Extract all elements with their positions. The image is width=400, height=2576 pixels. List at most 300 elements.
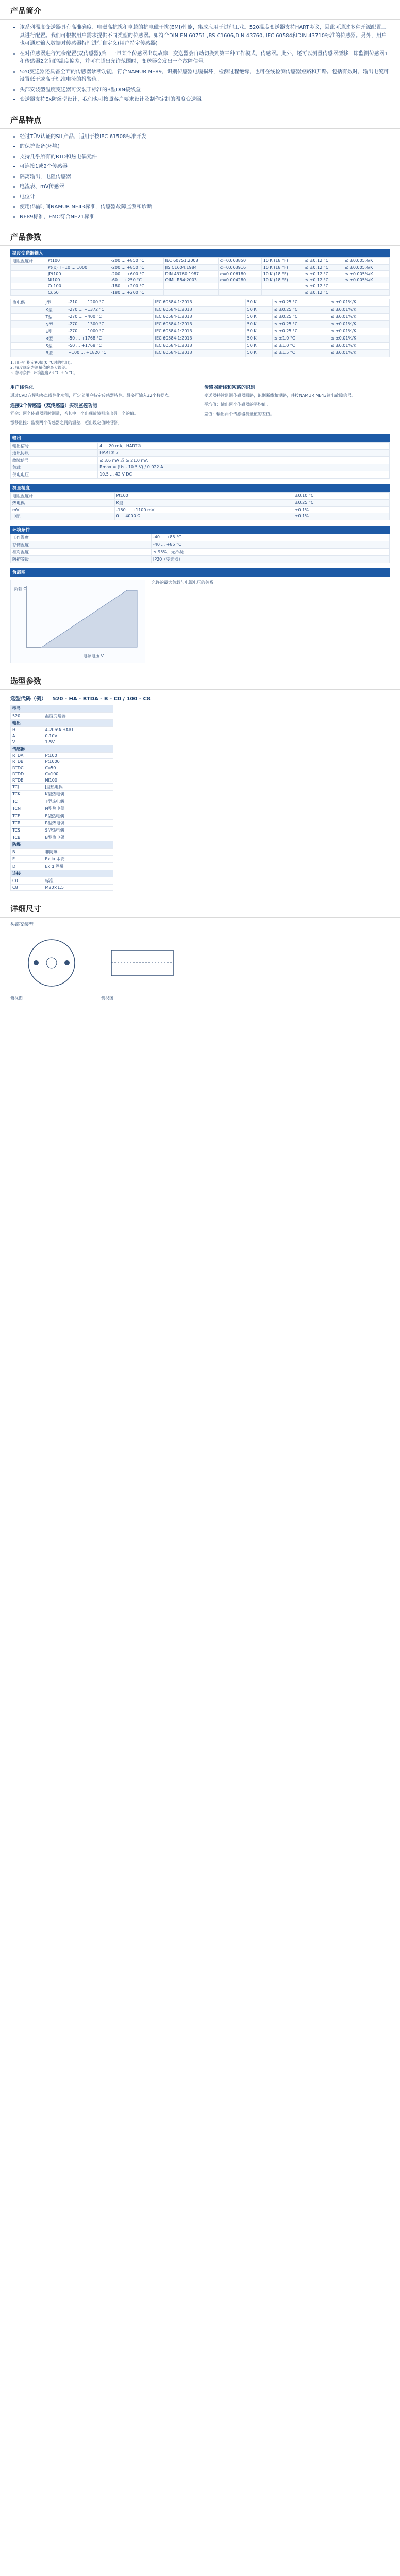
table-cell: 故障信号 bbox=[11, 457, 98, 464]
order-item-row bbox=[11, 877, 113, 885]
accuracy-table bbox=[10, 492, 390, 520]
table-cell: -40 ... +85 °C bbox=[151, 541, 389, 549]
order-item-code: C8 bbox=[11, 885, 43, 891]
table-cell: ≤ ±0.25 °C bbox=[272, 328, 329, 335]
feature-item: • 经过TÜV认证的SIL产品，适用于按IEC 61508标准开发 bbox=[20, 133, 390, 141]
table-cell: ≤ 95%，无冷凝 bbox=[151, 549, 389, 556]
order-item-row bbox=[11, 885, 113, 891]
section-title-dimensions: 详细尺寸 bbox=[0, 898, 400, 918]
output-row bbox=[11, 457, 390, 464]
params-note: 3. 参考条件: 环境温度23 °C ± 5 °C。 bbox=[10, 370, 78, 376]
tc-row bbox=[11, 343, 390, 350]
table-cell: Pt(x) T=10 ... 1000 bbox=[46, 265, 109, 271]
table-cell: -270 ... +400 °C bbox=[66, 314, 153, 321]
order-item-desc: R型热电偶 bbox=[43, 820, 113, 827]
intro-list bbox=[10, 24, 390, 104]
table-cell bbox=[11, 277, 46, 283]
table-cell: OIML R84:2003 bbox=[163, 277, 218, 283]
table-cell: α=0.003916 bbox=[218, 265, 261, 271]
table-cell: 供电电压 bbox=[11, 471, 98, 479]
table-cell: IP20（变送器） bbox=[151, 556, 389, 563]
table-cell: -50 ... +1768 °C bbox=[66, 335, 153, 343]
section-title-features: 产品特点 bbox=[0, 109, 400, 129]
table-cell: 防护等级 bbox=[11, 556, 152, 563]
dimensions-sub: 头部安装型 bbox=[10, 922, 34, 928]
table-cell: -270 ... +1300 °C bbox=[66, 321, 153, 328]
table-cell: IEC 60584-1:2013 bbox=[153, 343, 238, 350]
table-cell: -60 ... +250 °C bbox=[109, 277, 164, 283]
order-item-row bbox=[11, 713, 113, 720]
table-cell: 10 K (18 °F) bbox=[261, 265, 303, 271]
table-cell: -180 ... +200 °C bbox=[109, 290, 164, 296]
accuracy-row bbox=[11, 493, 390, 500]
order-item-code: B bbox=[11, 849, 43, 856]
table-cell bbox=[343, 290, 389, 296]
table-cell: 50 K bbox=[245, 328, 272, 335]
env-row bbox=[11, 556, 390, 563]
table-cell bbox=[238, 314, 246, 321]
table-cell: -210 ... +1200 °C bbox=[66, 299, 153, 307]
table-cell bbox=[11, 307, 44, 314]
order-item-desc: Ni100 bbox=[43, 777, 113, 784]
accuracy-row bbox=[11, 500, 390, 507]
accuracy-row bbox=[11, 513, 390, 520]
table-cell: ≤ ±0.005%/K bbox=[343, 258, 389, 265]
table-cell: K型 bbox=[114, 500, 293, 507]
table-cell bbox=[238, 307, 246, 314]
tc-row bbox=[11, 314, 390, 321]
table-cell: -40 ... +85 °C bbox=[151, 534, 389, 541]
order-item-row bbox=[11, 777, 113, 784]
order-item-desc: Cu100 bbox=[43, 771, 113, 777]
table-cell: 输出信号 bbox=[11, 443, 98, 450]
params-table-title: 温度变送器输入 bbox=[10, 249, 390, 257]
intro-paragraph: • 头部安装型温度变送器可安装于标准的B型DIN接线盒 bbox=[20, 86, 390, 94]
table-cell: ≤ ±0.01%/K bbox=[329, 343, 389, 350]
order-item-row bbox=[11, 733, 113, 739]
table-cell: R型 bbox=[44, 335, 66, 343]
table-cell: ≤ ±0.005%/K bbox=[343, 265, 389, 271]
table-cell bbox=[238, 328, 246, 335]
table-cell: -270 ... +1000 °C bbox=[66, 328, 153, 335]
order-item-code: RTDD bbox=[11, 771, 43, 777]
output-row bbox=[11, 443, 390, 450]
table-cell: ≤ ±1.5 °C bbox=[272, 350, 329, 357]
table-cell: mV bbox=[11, 507, 115, 513]
diagram-label: 侧视图 bbox=[101, 996, 113, 1001]
order-item-desc: Pt1000 bbox=[43, 759, 113, 765]
feature-item: • 可连接1或2个传感器 bbox=[20, 163, 390, 171]
sensor-row bbox=[11, 283, 390, 290]
tc-row bbox=[11, 299, 390, 307]
accuracy-row bbox=[11, 507, 390, 513]
table-cell bbox=[238, 299, 246, 307]
order-item-code: TCR bbox=[11, 820, 43, 827]
redundancy-item: 平均值：输出两个传感器的平均值。 bbox=[204, 402, 270, 407]
table-cell bbox=[238, 335, 246, 343]
order-group-label: 防爆 bbox=[11, 841, 113, 849]
order-item-row bbox=[11, 834, 113, 841]
table-cell: 50 K bbox=[245, 307, 272, 314]
table-cell: ≤ ±0.12 °C bbox=[303, 265, 343, 271]
table-cell bbox=[238, 321, 246, 328]
order-item-row bbox=[11, 805, 113, 812]
table-cell: ≤ ±0.005%/K bbox=[343, 277, 389, 283]
order-item-code: RTDE bbox=[11, 777, 43, 784]
table-cell: IEC 60584-1:2013 bbox=[153, 307, 238, 314]
table-cell: 电阻 bbox=[11, 513, 115, 520]
table-cell: IEC 60584-1:2013 bbox=[153, 321, 238, 328]
table-cell: IEC 60584-1:2013 bbox=[153, 350, 238, 357]
sensor-row bbox=[11, 290, 390, 296]
table-cell: JPt100 bbox=[46, 271, 109, 277]
feature-item: • 使用传输时间NAMUR NE43标准，传感器故障监测和诊断 bbox=[20, 203, 390, 211]
tc-row bbox=[11, 350, 390, 357]
order-item-desc: Cu50 bbox=[43, 765, 113, 771]
table-cell bbox=[11, 283, 46, 290]
order-item-desc: 0-10V bbox=[43, 733, 113, 739]
table-cell: Cu100 bbox=[46, 283, 109, 290]
order-item-desc: 非防爆 bbox=[43, 849, 113, 856]
table-cell: α=0.004280 bbox=[218, 277, 261, 283]
table-cell: ≤ ±0.01%/K bbox=[329, 350, 389, 357]
order-item-desc: 4-20mA HART bbox=[43, 727, 113, 733]
tc-row bbox=[11, 307, 390, 314]
table-cell: ≤ ±0.25 °C bbox=[272, 299, 329, 307]
table-cell: ≤ ±0.25 °C bbox=[272, 307, 329, 314]
table-cell: ≤ ±0.01%/K bbox=[329, 335, 389, 343]
sensor-table bbox=[10, 257, 390, 296]
order-item-code: TCJ bbox=[11, 784, 43, 791]
top-view-diagram bbox=[10, 935, 93, 991]
table-cell: Ni100 bbox=[46, 277, 109, 283]
table-cell: 4 ... 20 mA，HART® bbox=[98, 443, 390, 450]
env-row bbox=[11, 541, 390, 549]
table-cell: ≤ ±0.25 °C bbox=[272, 321, 329, 328]
table-cell: K型 bbox=[44, 307, 66, 314]
side-view-diagram bbox=[101, 935, 184, 991]
table-cell: Pt100 bbox=[46, 258, 109, 265]
tc-row bbox=[11, 328, 390, 335]
environment-table bbox=[10, 534, 390, 563]
table-cell bbox=[11, 343, 44, 350]
table-cell: 50 K bbox=[245, 335, 272, 343]
table-cell: T型 bbox=[44, 314, 66, 321]
table-cell bbox=[11, 271, 46, 277]
table-cell: DIN 43760:1987 bbox=[163, 271, 218, 277]
table-cell: IEC 60584-1:2013 bbox=[153, 335, 238, 343]
table-cell: ±0.10 °C bbox=[293, 493, 389, 500]
table-cell bbox=[11, 265, 46, 271]
table-cell: Cu50 bbox=[46, 290, 109, 296]
table-cell: IEC 60751:2008 bbox=[163, 258, 218, 265]
order-item-code: TCE bbox=[11, 812, 43, 820]
table-cell: +100 ... +1820 °C bbox=[66, 350, 153, 357]
table-cell: -150 ... +1100 mV bbox=[114, 507, 293, 513]
table-cell: 工作温度 bbox=[11, 534, 152, 541]
table-cell: ±0.1% bbox=[293, 513, 389, 520]
table-cell: ≤ ±0.01%/K bbox=[329, 314, 389, 321]
table-cell bbox=[238, 350, 246, 357]
order-group-row bbox=[11, 720, 113, 727]
table-cell: S型 bbox=[44, 343, 66, 350]
table-cell: 50 K bbox=[245, 299, 272, 307]
order-group-label: 输出 bbox=[11, 720, 113, 727]
redundancy-title: 连接2个传感器（双传感器）实现监控功能 bbox=[10, 403, 97, 409]
tc-row bbox=[11, 335, 390, 343]
table-cell bbox=[218, 290, 261, 296]
order-item-desc: 标准 bbox=[43, 877, 113, 885]
env-row bbox=[11, 534, 390, 541]
table-cell: 存储温度 bbox=[11, 541, 152, 549]
table-cell: ≤ ±0.01%/K bbox=[329, 328, 389, 335]
params-note: 2. 精度规定为测量值的最大误差。 bbox=[10, 365, 70, 370]
section-title-params: 产品参数 bbox=[0, 226, 400, 246]
order-item-code: E bbox=[11, 856, 43, 863]
order-item-code: TCK bbox=[11, 791, 43, 798]
table-cell: ≤ ±1.0 °C bbox=[272, 343, 329, 350]
table-cell: Pt100 bbox=[114, 493, 293, 500]
order-group-row bbox=[11, 705, 113, 713]
order-group-row bbox=[11, 870, 113, 877]
table-cell: 10.5 ... 42 V DC bbox=[98, 471, 390, 479]
order-code-line bbox=[10, 690, 390, 705]
table-cell bbox=[11, 290, 46, 296]
order-item-row bbox=[11, 812, 113, 820]
table-cell: -200 ... +850 °C bbox=[109, 265, 164, 271]
table-cell: IEC 60584-1:2013 bbox=[153, 299, 238, 307]
order-item-row bbox=[11, 820, 113, 827]
order-code-label: 选型代码（例） bbox=[10, 696, 46, 702]
feature-item: • 电流表、mV传感器 bbox=[20, 183, 390, 191]
table-cell bbox=[11, 328, 44, 335]
redundancy-item: 冗余：两个传感器同时测量，若其中一个出现故障则输出另一个的值。 bbox=[10, 411, 138, 416]
order-group-label: 型号 bbox=[11, 705, 113, 713]
table-cell: IEC 60584-1:2013 bbox=[153, 314, 238, 321]
table-cell: ≤ ±1.0 °C bbox=[272, 335, 329, 343]
feature-item: • 支持几乎所有的RTD和热电偶元件 bbox=[20, 153, 390, 161]
table-cell: HART® 7 bbox=[98, 450, 390, 457]
order-item-row bbox=[11, 798, 113, 805]
table-cell: -270 ... +1372 °C bbox=[66, 307, 153, 314]
feature-item: • NE89标准，EMC符合NE21标准 bbox=[20, 213, 390, 222]
table-cell: ≤ ±0.12 °C bbox=[303, 271, 343, 277]
order-item-code: RTDB bbox=[11, 759, 43, 765]
table-cell: IEC 60584-1:2013 bbox=[153, 328, 238, 335]
order-item-code: TCB bbox=[11, 834, 43, 841]
table-cell: ±0.1% bbox=[293, 507, 389, 513]
order-item-code: C0 bbox=[11, 877, 43, 885]
table-cell: -200 ... +850 °C bbox=[109, 258, 164, 265]
table-cell: ≤ ±0.12 °C bbox=[303, 290, 343, 296]
feature-item: • 的保护设备(环境) bbox=[20, 143, 390, 151]
table-cell: ≤ ±0.12 °C bbox=[303, 277, 343, 283]
table-cell: ≤ ±0.12 °C bbox=[303, 258, 343, 265]
table-cell: B型 bbox=[44, 350, 66, 357]
intro-paragraph: • 该系列温度变送器具有高准确度、电磁高抗扰和卓越的抗电磁干扰(EMI)性能，集成应用于过程工业。520温度变送器支持HART协议，因此可通过多种开源配置工具进行配置。我们可根据用户需求提供不同类型的传感器。如符合DIN EN 60751 ,BS C1606,DIN 43760, IEC 60584和DIN 43710标准的传感器。另外，用户也可通过输入数据对传感器特性进行自定义(用户特定传感器)。 bbox=[20, 24, 390, 48]
user-features-text: 通过CVD方程和多点线性化功能，可定义用户特定传感器特性。最多可输入32个数据点。 bbox=[10, 393, 173, 398]
sensor-monitor-text: 变送器持续监测传感器回路，识别断线和短路，并按NAMUR NE43输出故障信号。 bbox=[204, 393, 356, 398]
sensor-row bbox=[11, 265, 390, 271]
order-item-row bbox=[11, 849, 113, 856]
tc-table bbox=[10, 299, 390, 357]
load-chart-xlabel: 电源电压 V bbox=[83, 654, 104, 659]
order-item-desc: Ex d 隔爆 bbox=[43, 863, 113, 870]
diagram-label: 俯视图 bbox=[10, 996, 23, 1001]
order-code: 520 - HA - RTDA - B - C0 / 100 - C8 bbox=[52, 696, 151, 702]
order-group-row bbox=[11, 841, 113, 849]
load-chart-ylabel: 负载 Ω bbox=[14, 587, 27, 592]
table-cell: 0 ... 4000 Ω bbox=[114, 513, 293, 520]
table-cell bbox=[218, 283, 261, 290]
order-item-desc: B型热电偶 bbox=[43, 834, 113, 841]
order-item-desc: M20×1.5 bbox=[43, 885, 113, 891]
intro-paragraph: • 在对传感器进行冗余配置(双传感器)后，一旦某个传感器出现故障，变送器会自动切换到第三种工作模式，传感器。此外，还可以测量传感器漂移，即监测传感器1和传感器2之间的温度偏差，并可在超出允许范围时，变送器会发出一个故障信号。 bbox=[20, 50, 390, 66]
table-cell bbox=[11, 335, 44, 343]
table-cell: E型 bbox=[44, 328, 66, 335]
order-item-code: 520 bbox=[11, 713, 43, 720]
output-table bbox=[10, 442, 390, 479]
table-cell: J型 bbox=[44, 299, 66, 307]
output-table-title: 输出 bbox=[10, 434, 390, 442]
table-cell: -200 ... +600 °C bbox=[109, 271, 164, 277]
order-item-desc: S型热电偶 bbox=[43, 827, 113, 834]
table-cell: 50 K bbox=[245, 343, 272, 350]
intro-paragraph: • 变送器支持Ex防爆型设计，我们也可按照客户要求设计及制作定制的温度变送器。 bbox=[20, 96, 390, 104]
output-row bbox=[11, 471, 390, 479]
order-table bbox=[10, 705, 113, 891]
load-chart-caption: 允许的最大负载与电源电压的关系 bbox=[152, 580, 213, 585]
table-cell: -50 ... +1768 °C bbox=[66, 343, 153, 350]
table-cell: ≤ ±0.25 °C bbox=[272, 314, 329, 321]
table-cell: 电阻温度计 bbox=[11, 258, 46, 265]
order-item-code: D bbox=[11, 863, 43, 870]
table-cell: 50 K bbox=[245, 314, 272, 321]
table-cell: Rmax = (Us - 10.5 V) / 0.022 A bbox=[98, 464, 390, 471]
load-chart-title: 负载图 bbox=[10, 568, 390, 577]
order-item-code: H bbox=[11, 727, 43, 733]
order-item-desc: 温度变送器 bbox=[43, 713, 113, 720]
order-item-row bbox=[11, 753, 113, 759]
table-cell: ≤ ±0.12 °C bbox=[303, 283, 343, 290]
table-cell bbox=[163, 283, 218, 290]
output-row bbox=[11, 450, 390, 457]
table-cell: 热电偶 bbox=[11, 500, 115, 507]
params-note: 1. 用户可指定R0值(0 °C时的电阻)。 bbox=[10, 360, 75, 365]
order-item-row bbox=[11, 784, 113, 791]
table-cell: ≤ 3.6 mA 或 ≥ 21.0 mA bbox=[98, 457, 390, 464]
table-cell: 10 K (18 °F) bbox=[261, 271, 303, 277]
redundancy-item: 差值：输出两个传感器测量值的差值。 bbox=[204, 411, 274, 416]
section-title-ordering: 选型参数 bbox=[0, 670, 400, 690]
table-cell: 10 K (18 °F) bbox=[261, 258, 303, 265]
user-features-title: 用户线性化 bbox=[10, 385, 34, 391]
order-item-desc: J型热电偶 bbox=[43, 784, 113, 791]
order-group-row bbox=[11, 745, 113, 753]
table-cell bbox=[261, 283, 303, 290]
table-cell: 通讯协议 bbox=[11, 450, 98, 457]
order-item-code: TCN bbox=[11, 805, 43, 812]
order-item-row bbox=[11, 759, 113, 765]
table-cell: α=0.006180 bbox=[218, 271, 261, 277]
order-item-row bbox=[11, 863, 113, 870]
sensor-row bbox=[11, 258, 390, 265]
order-item-desc: Ex ia 本安 bbox=[43, 856, 113, 863]
sensor-monitor-title: 传感器断线和短路的识别 bbox=[204, 385, 256, 391]
order-item-code: V bbox=[11, 739, 43, 745]
sensor-row bbox=[11, 271, 390, 277]
order-item-row bbox=[11, 765, 113, 771]
order-item-code: RTDA bbox=[11, 753, 43, 759]
order-item-desc: N型热电偶 bbox=[43, 805, 113, 812]
order-item-row bbox=[11, 827, 113, 834]
order-item-code: A bbox=[11, 733, 43, 739]
table-cell: ≤ ±0.01%/K bbox=[329, 299, 389, 307]
order-item-desc: K型热电偶 bbox=[43, 791, 113, 798]
table-cell: ≤ ±0.01%/K bbox=[329, 321, 389, 328]
table-cell: 50 K bbox=[245, 321, 272, 328]
table-cell: 50 K bbox=[245, 350, 272, 357]
sensor-row bbox=[11, 277, 390, 283]
table-cell bbox=[343, 283, 389, 290]
table-cell bbox=[261, 290, 303, 296]
table-cell: ≤ ±0.01%/K bbox=[329, 307, 389, 314]
env-row bbox=[11, 549, 390, 556]
feature-item: • 隔离输出，电阻传感器 bbox=[20, 173, 390, 181]
table-cell: ±0.25 °C bbox=[293, 500, 389, 507]
table-cell: N型 bbox=[44, 321, 66, 328]
table-cell bbox=[163, 290, 218, 296]
table-cell: 电阻温度计 bbox=[11, 493, 115, 500]
table-cell bbox=[11, 350, 44, 357]
table-cell: -180 ... +200 °C bbox=[109, 283, 164, 290]
order-group-label: 传感器 bbox=[11, 745, 113, 753]
order-item-code: TCT bbox=[11, 798, 43, 805]
table-cell: 相对湿度 bbox=[11, 549, 152, 556]
order-item-row bbox=[11, 771, 113, 777]
order-item-desc: T型热电偶 bbox=[43, 798, 113, 805]
order-item-row bbox=[11, 727, 113, 733]
table-cell: 热电偶 bbox=[11, 299, 44, 307]
order-item-row bbox=[11, 856, 113, 863]
table-cell: JIS C1604:1984 bbox=[163, 265, 218, 271]
table-cell bbox=[11, 314, 44, 321]
table-cell bbox=[11, 321, 44, 328]
table-cell bbox=[238, 343, 246, 350]
feature-item: • 电位计 bbox=[20, 193, 390, 201]
intro-paragraph: • 520变送器还具备全面的传感器诊断功能，符合NAMUR NE89，识别传感器电缆损坏，检测过程绝缘，也可在线检测传感器短路和开路。包括有效时，输出电流可设置低于或高于标准电流的报警值。 bbox=[20, 68, 390, 84]
table-cell: 负载 bbox=[11, 464, 98, 471]
order-item-code: TCS bbox=[11, 827, 43, 834]
tc-row bbox=[11, 321, 390, 328]
redundancy-item: 漂移监控：监测两个传感器之间的温差，超出设定值时报警。 bbox=[10, 420, 122, 425]
features-list bbox=[10, 133, 390, 222]
table-cell: α=0.003850 bbox=[218, 258, 261, 265]
order-item-row bbox=[11, 791, 113, 798]
output-row bbox=[11, 464, 390, 471]
order-item-desc: E型热电偶 bbox=[43, 812, 113, 820]
order-item-code: RTDC bbox=[11, 765, 43, 771]
order-group-label: 连接 bbox=[11, 870, 113, 877]
order-item-row bbox=[11, 739, 113, 745]
section-title-intro: 产品简介 bbox=[0, 0, 400, 20]
table-cell: 10 K (18 °F) bbox=[261, 277, 303, 283]
accuracy-table-title: 测量精度 bbox=[10, 484, 390, 492]
load-chart bbox=[10, 580, 145, 663]
environment-table-title: 环境条件 bbox=[10, 526, 390, 534]
table-cell: ≤ ±0.005%/K bbox=[343, 271, 389, 277]
order-item-desc: Pt100 bbox=[43, 753, 113, 759]
